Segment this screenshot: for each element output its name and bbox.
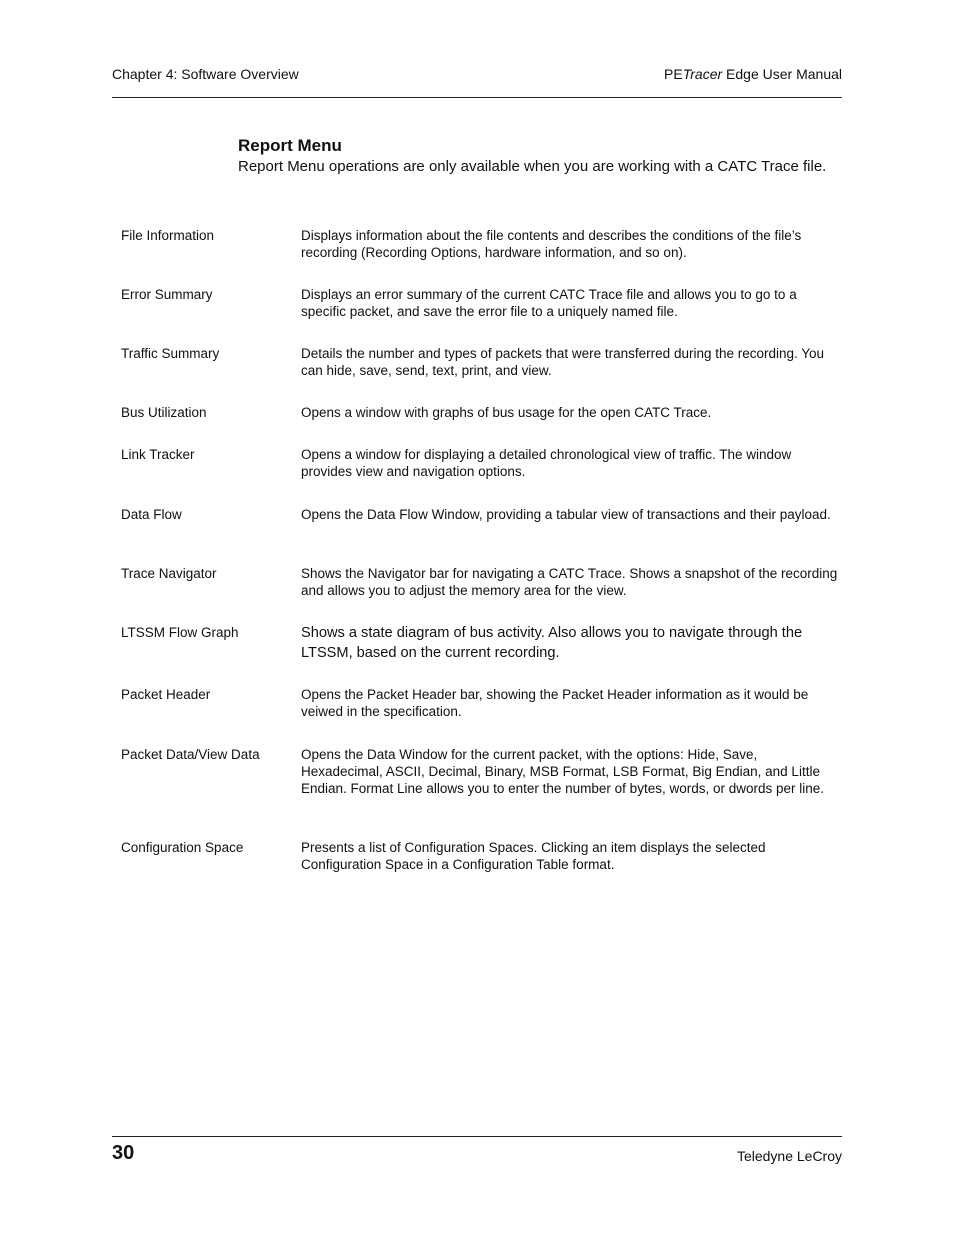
running-header-chapter: Chapter 4: Software Overview [112,66,299,82]
menu-term: Traffic Summary [121,346,220,361]
menu-term: Trace Navigator [121,566,217,581]
manual-title-prefix: PE [664,66,683,82]
section-intro: Report Menu operations are only available when you are working with a CATC Trace file. [238,158,827,175]
menu-description: Details the number and types of packets that were transferred during the recording. You can hide, save, send, text, print, and view. [301,346,825,379]
menu-term: Packet Header [121,687,211,702]
menu-term: LTSSM Flow Graph [121,625,239,640]
manual-title-suffix: Edge User Manual [722,66,842,82]
manual-title-italic: Tracer [682,66,723,82]
menu-term: Configuration Space [121,840,244,855]
menu-term: Data Flow [121,507,182,522]
menu-description: Displays information about the file contents and describes the conditions of the file’s recording (Recording Options, hardware information, and so on). [301,228,802,261]
page-number: 30 [112,1142,135,1164]
footer-rule [112,1136,842,1137]
menu-term: Link Tracker [121,447,195,462]
menu-description: Opens the Data Flow Window, providing a tabular view of transactions and their payload. [301,507,831,522]
menu-description: Opens the Data Window for the current packet, with the options: Hide, Save, Hexadecimal, ASCII, Decimal, Binary, MSB Format, LSB Format, Big Endian, and Little Endian. Format Line allows you to enter the number of bytes, words, or dwords per line. [301,747,825,797]
footer-company: Teledyne LeCroy [736,1148,842,1164]
menu-description: Shows the Navigator bar for navigating a CATC Trace. Shows a snapshot of the recording and allows you to adjust the memory area for the view. [301,566,838,599]
menu-description: Opens a window with graphs of bus usage for the open CATC Trace. [301,405,712,420]
menu-term: File Information [121,228,215,243]
menu-description: Presents a list of Configuration Spaces. Clicking an item displays the selected Configuration Space in a Configuration Table format. [301,840,766,873]
menu-description: Opens a window for displaying a detailed chronological view of traffic. The window provides view and navigation options. [301,447,792,480]
section-title: Report Menu [238,136,342,155]
menu-term: Bus Utilization [121,405,207,420]
menu-description: Shows a state diagram of bus activity. Also allows you to navigate through the LTSSM, based on the current recording. [301,625,803,661]
menu-description: Displays an error summary of the current CATC Trace file and allows you to go to a specific packet, and save the error file to a uniquely named file. [301,287,797,320]
menu-term: Packet Data/View Data [121,747,260,762]
menu-description: Opens the Packet Header bar, showing the Packet Header information as it would be veiwed in the specification. [301,687,809,720]
menu-term: Error Summary [121,287,213,302]
